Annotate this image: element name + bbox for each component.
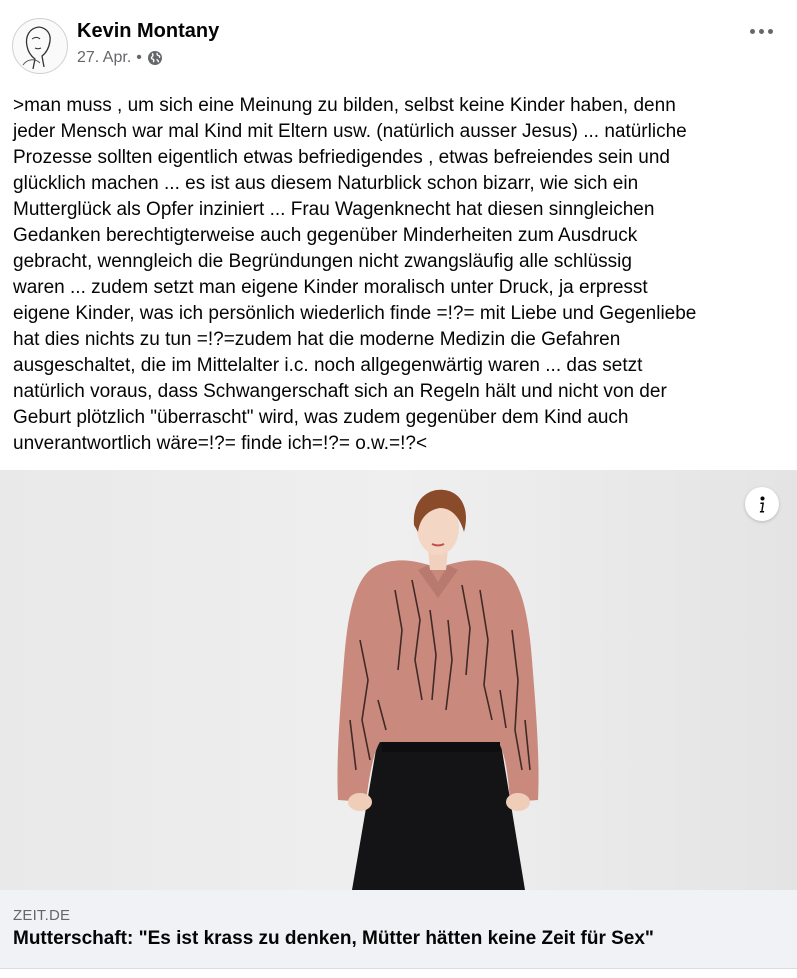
post-text: >man muss , um sich eine Meinung zu bilden, selbst keine Kinder haben, denn jeder Mensch war mal Kind mit Eltern usw. (natürlich ausser Jesus) ... natürliche Prozesse sollten eigentlich etwas befriedigendes , etwas befreiendes sein und glücklich machen ... es ist aus diesem Naturblick schon bizarr, wie sich ein Mutterglück als Opfer inziniert ... Frau Wagenknecht hat diesen sinngleichen Gedanken berechtigterweise auch gegenüber Minderheiten zum Ausdruck gebracht, wenngleich die Begründungen nicht zwangsläufig alle schlüssig waren ... zudem setzt man eigene Kinder moralisch unter Druck, ja erpresst eigene Kinder, was ich persönlich wiederlich finde =!?= mit Liebe und Gegenliebe hat dies nichts zu tun =!?=zudem hat die moderne Medizin die Gefahren ausgeschaltet, die im Mittelalter i.c. noch allgegenwärtig waren ... das setzt natürlich voraus, dass Schwangerschaft sich an Regeln hält und nicht von der Geburt plötzlich "überrascht" wird, was zudem gegenüber dem Kind auch unverantwortlich wäre=!?= finde ich=!?= o.w.=!?<: [13, 95, 697, 454]
author-name[interactable]: Kevin Montany: [77, 20, 220, 42]
avatar[interactable]: [12, 18, 68, 74]
post-header: [0, 0, 797, 90]
globe-icon[interactable]: [147, 50, 163, 66]
link-domain: ZEIT.DE: [13, 907, 71, 924]
more-options-icon[interactable]: [749, 22, 775, 40]
avatar-sketch-icon: [13, 19, 67, 73]
post-meta: [77, 49, 163, 67]
post-date[interactable]: 27. Apr.: [77, 49, 132, 66]
link-preview[interactable]: [0, 890, 797, 969]
trousers: [352, 738, 525, 890]
woman-portrait-image: [0, 470, 797, 890]
link-title[interactable]: Mutterschaft: "Es ist krass zu denken, Mütter hätten keine Zeit für Sex": [13, 928, 654, 949]
info-icon[interactable]: [745, 487, 779, 521]
meta-separator: •: [136, 49, 142, 66]
link-preview-image[interactable]: [0, 470, 797, 890]
